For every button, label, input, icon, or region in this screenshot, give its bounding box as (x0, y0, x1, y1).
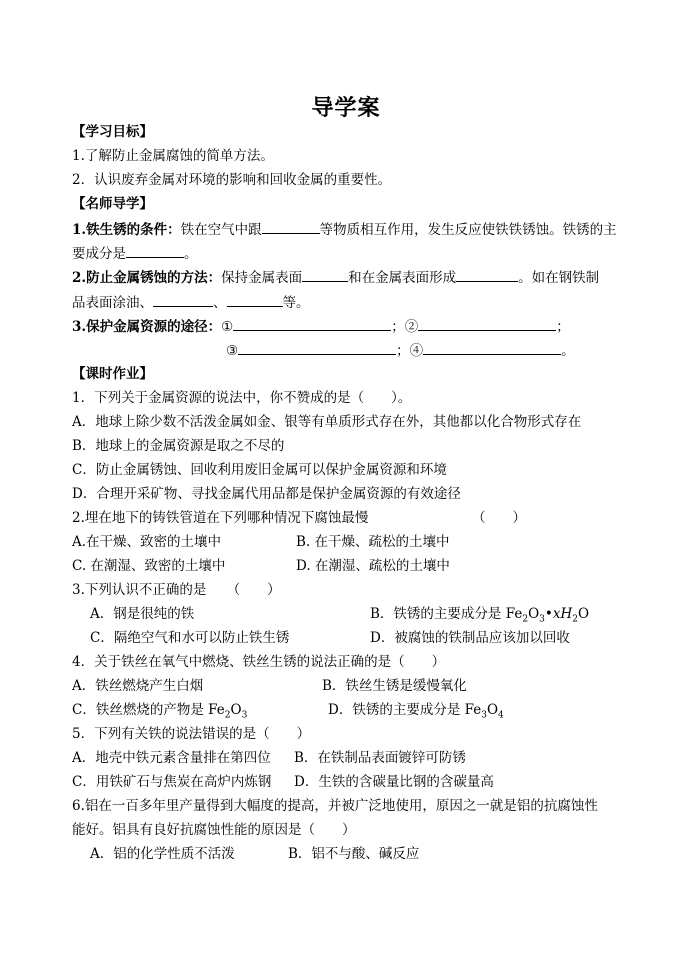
question-3: 3.下列认识不正确的是 （ ） (72, 582, 281, 598)
text-span: O (230, 702, 242, 718)
q6-option-a: A．铝的化学性质不活泼 (90, 846, 235, 862)
guide-paragraph-3 (72, 316, 570, 337)
q4-option-a: A．铁丝燃烧产生白烟 (72, 678, 204, 694)
text-span: 。如在钢铁制 (518, 270, 600, 286)
q3-option-a: A．钢是很纯的铁 (90, 606, 195, 622)
text-span: C．铁丝燃烧的产物是 Fe (72, 702, 225, 718)
q5-option-b: B．在铁制品表面镀锌可防锈 (294, 750, 466, 766)
question-1: 1．下列关于金属资源的说法中，你不赞成的是（ ）。 (72, 390, 412, 406)
q3-option-d: D．被腐蚀的铁制品应该加以回收 (370, 630, 570, 646)
guide-label-1: 1.铁生锈的条件： (72, 222, 181, 238)
text-span: 等物质相互作用，发生反应使铁铁锈蚀。铁锈的主 (319, 222, 617, 238)
q2-option-c: C. 在潮湿、致密的土壤中 (72, 558, 226, 574)
fill-blank[interactable] (227, 292, 283, 307)
text-span: 等。 (282, 295, 310, 311)
question-2: 2.埋在地下的铸铁管道在下列哪种情况下腐蚀最慢 (72, 510, 369, 526)
subscript: 3 (481, 710, 487, 721)
fill-blank[interactable] (126, 243, 184, 258)
subscript: 2 (522, 614, 529, 625)
subscript: 2 (224, 710, 231, 721)
circle-number: ③ (226, 343, 239, 359)
q2-option-a: A.在干燥、致密的土壤中 (72, 534, 222, 550)
q2-option-d: D. 在潮湿、疏松的土壤中 (296, 558, 450, 574)
text-span: 和在金属表面形成 (348, 270, 457, 286)
text-span: ； (396, 343, 410, 359)
goal-item-1: 1.了解防止金属腐蚀的简单方法。 (72, 148, 274, 164)
q1-option-b: B．地球上的金属资源是取之不尽的 (72, 438, 285, 454)
text-span: 。 (561, 343, 575, 359)
circle-number: ② (404, 319, 419, 335)
text-span: O (486, 702, 499, 718)
question-6-cont: 能好。铝具有良好抗腐蚀性能的原因是（ ） (72, 822, 356, 838)
text-span: 品表面涂油、 (72, 295, 153, 311)
text-span: •xH (544, 606, 573, 622)
q4-option-b: B．铁丝生锈是缓慢氧化 (322, 678, 467, 694)
guide-paragraph-2-cont (72, 292, 310, 313)
subscript: 2 (572, 614, 578, 625)
guide-label-2: 2.防止金属锈蚀的方法： (72, 270, 222, 286)
text-span: O (528, 606, 540, 622)
text-span: 。 (184, 246, 198, 262)
goal-item-2: 2．认识废弃金属对环境的影响和回收金属的重要性。 (72, 172, 392, 188)
circle-number: ① (221, 319, 234, 335)
text-span: ； (556, 319, 570, 335)
subscript: 4 (498, 710, 504, 721)
text-span: ； (391, 319, 405, 335)
q2-option-b: B. 在干燥、疏松的土壤中 (296, 534, 450, 550)
guide-paragraph-1 (72, 219, 617, 240)
q4-option-c (72, 700, 247, 720)
q5-option-d: D．生铁的含碳量比钢的含碳量高 (294, 774, 494, 790)
fill-blank[interactable] (233, 316, 391, 331)
q6-option-b: B．铝不与酸、碱反应 (288, 846, 420, 862)
text-span: D．铁锈的主要成分是 Fe (328, 702, 482, 718)
question-5: 5．下列有关铁的说法错误的是（ ） (72, 726, 311, 742)
text-span: 保持金属表面 (221, 270, 303, 286)
text-span: 铁在空气中跟 (180, 222, 262, 238)
subscript: 3 (539, 614, 545, 625)
page-title: 导学案 (311, 95, 381, 121)
guide-label-3: 3.保护金属资源的途径： (72, 319, 222, 335)
q3-option-c: C．隔绝空气和水可以防止铁生锈 (90, 630, 290, 646)
q2-answer-paren: （ ） (472, 510, 526, 526)
guide-paragraph-3-cont (226, 340, 575, 361)
section-heading-guide: 【名师导学】 (72, 196, 153, 212)
fill-blank[interactable] (153, 292, 213, 307)
q1-option-c: C．防止金属锈蚀、回收利用废旧金属可以保护金属资源和环境 (72, 462, 447, 478)
fill-blank[interactable] (302, 267, 348, 282)
text-span: 要成分是 (72, 246, 126, 262)
text-span: O (577, 606, 590, 622)
circle-number: ④ (409, 343, 424, 359)
section-heading-homework: 【课时作业】 (72, 366, 153, 382)
text-span: B．铁锈的主要成分是 Fe (370, 606, 523, 622)
fill-blank[interactable] (238, 340, 396, 355)
q4-option-d (328, 700, 504, 720)
q1-option-d: D．合理开采矿物、寻找金属代用品都是保护金属资源的有效途径 (72, 486, 461, 502)
q1-option-a: A．地球上除少数不活泼金属如金、银等有单质形式存在外，其他都以化合物形式存在 (72, 414, 582, 430)
fill-blank[interactable] (418, 316, 556, 331)
q3-option-b (370, 604, 589, 624)
question-6: 6.铝在一百多年里产量得到大幅度的提高，并被广泛地使用，原因之一就是铝的抗腐蚀性 (72, 798, 598, 814)
guide-paragraph-2 (72, 267, 599, 288)
fill-blank[interactable] (423, 340, 561, 355)
text-span: 、 (213, 295, 227, 311)
q5-option-a: A．地壳中铁元素含量排在第四位 (72, 750, 271, 766)
q5-option-c: C．用铁矿石与焦炭在高炉内炼钢 (72, 774, 272, 790)
question-4: 4．关于铁丝在氧气中燃烧、铁丝生锈的说法正确的是（ ） (72, 654, 446, 670)
fill-blank[interactable] (456, 267, 518, 282)
guide-paragraph-1-cont (72, 243, 198, 264)
section-heading-goals: 【学习目标】 (72, 124, 153, 140)
subscript: 3 (241, 710, 248, 721)
fill-blank[interactable] (262, 219, 320, 234)
